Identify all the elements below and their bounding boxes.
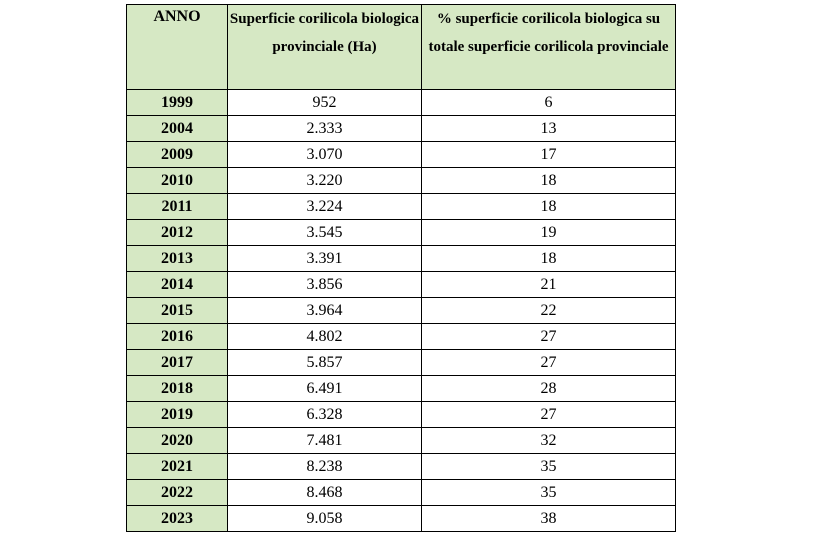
table-row — [127, 324, 676, 350]
organic-percentage-cell: 18 — [422, 168, 676, 194]
header-year: ANNO — [127, 5, 228, 90]
organic-percentage-cell: 27 — [422, 350, 676, 376]
organic-area-cell: 3.964 — [228, 298, 422, 324]
table-row — [127, 376, 676, 402]
year-cell: 2016 — [127, 324, 228, 350]
table-row — [127, 194, 676, 220]
organic-area-cell: 3.856 — [228, 272, 422, 298]
organic-percentage-cell: 18 — [422, 246, 676, 272]
organic-area-cell: 952 — [228, 90, 422, 116]
organic-percentage-cell: 28 — [422, 376, 676, 402]
organic-area-cell: 6.328 — [228, 402, 422, 428]
table-row — [127, 220, 676, 246]
year-cell: 2022 — [127, 480, 228, 506]
organic-percentage-cell: 19 — [422, 220, 676, 246]
table-row — [127, 428, 676, 454]
organic-area-cell: 4.802 — [228, 324, 422, 350]
header-organic-area: Superficie corilicola biologica provinciale (Ha) — [228, 5, 422, 90]
organic-percentage-cell: 32 — [422, 428, 676, 454]
organic-percentage-cell: 27 — [422, 402, 676, 428]
table-header-row — [127, 5, 676, 90]
year-cell: 2011 — [127, 194, 228, 220]
year-cell: 2021 — [127, 454, 228, 480]
organic-area-cell: 3.070 — [228, 142, 422, 168]
organic-percentage-cell: 13 — [422, 116, 676, 142]
year-cell: 2018 — [127, 376, 228, 402]
organic-area-cell: 3.545 — [228, 220, 422, 246]
table-row — [127, 298, 676, 324]
year-cell: 2013 — [127, 246, 228, 272]
year-cell: 2020 — [127, 428, 228, 454]
organic-area-cell: 2.333 — [228, 116, 422, 142]
year-cell: 2023 — [127, 506, 228, 532]
header-organic-percentage: % superficie corilicola biologica su totale superficie corilicola provinciale — [422, 5, 676, 90]
year-cell: 2010 — [127, 168, 228, 194]
table-row — [127, 168, 676, 194]
organic-percentage-cell: 38 — [422, 506, 676, 532]
table-row — [127, 480, 676, 506]
organic-area-cell: 3.220 — [228, 168, 422, 194]
table-row — [127, 142, 676, 168]
organic-area-cell: 3.224 — [228, 194, 422, 220]
year-cell: 2019 — [127, 402, 228, 428]
organic-percentage-cell: 27 — [422, 324, 676, 350]
organic-area-cell: 5.857 — [228, 350, 422, 376]
table-body — [127, 90, 676, 532]
table-row — [127, 90, 676, 116]
organic-percentage-cell: 21 — [422, 272, 676, 298]
organic-area-cell: 8.238 — [228, 454, 422, 480]
table-row — [127, 402, 676, 428]
organic-percentage-cell: 17 — [422, 142, 676, 168]
organic-percentage-cell: 6 — [422, 90, 676, 116]
organic-percentage-cell: 22 — [422, 298, 676, 324]
table-row — [127, 454, 676, 480]
organic-percentage-cell: 35 — [422, 454, 676, 480]
year-cell: 2014 — [127, 272, 228, 298]
year-cell: 2017 — [127, 350, 228, 376]
table-row — [127, 246, 676, 272]
organic-area-cell: 8.468 — [228, 480, 422, 506]
organic-area-cell: 7.481 — [228, 428, 422, 454]
year-cell: 2012 — [127, 220, 228, 246]
year-cell: 2015 — [127, 298, 228, 324]
year-cell: 2004 — [127, 116, 228, 142]
organic-area-cell: 9.058 — [228, 506, 422, 532]
table-row — [127, 350, 676, 376]
year-cell: 1999 — [127, 90, 228, 116]
organic-area-cell: 3.391 — [228, 246, 422, 272]
organic-percentage-cell: 18 — [422, 194, 676, 220]
organic-hazelnut-area-table — [126, 4, 676, 532]
organic-percentage-cell: 35 — [422, 480, 676, 506]
table-row — [127, 272, 676, 298]
table-row — [127, 116, 676, 142]
year-cell: 2009 — [127, 142, 228, 168]
organic-area-cell: 6.491 — [228, 376, 422, 402]
table-row — [127, 506, 676, 532]
